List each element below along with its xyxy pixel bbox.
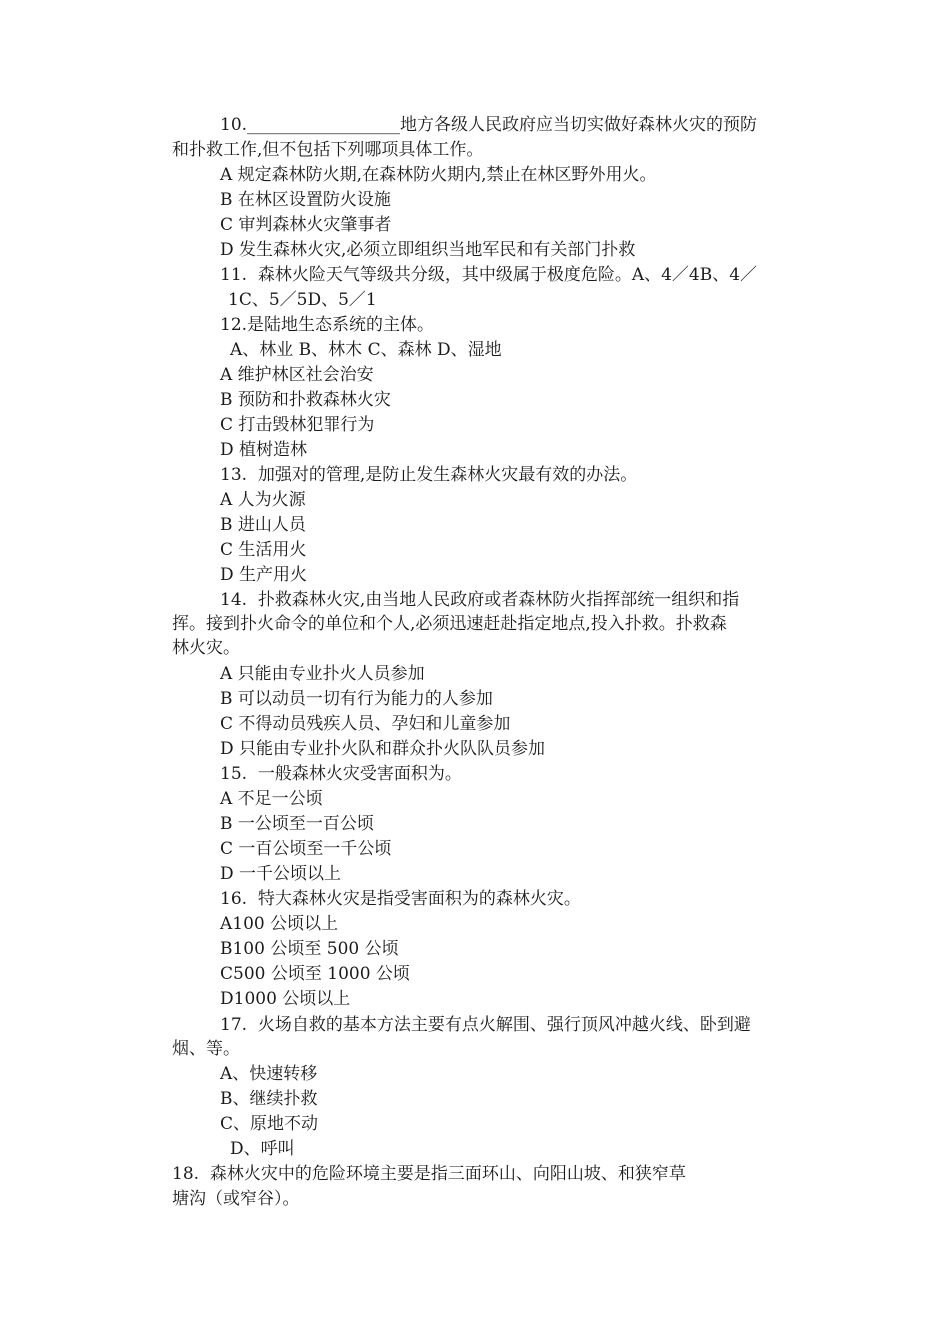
q15-option-d: D 一千公顷以上 <box>220 864 342 884</box>
q10-stem-line-2: 和扑救工作,但不包括下列哪项具体工作。 <box>172 140 484 160</box>
q11-stem-line-1: 11. 森林火险天气等级共分级，其中级属于极度危险。A、4／4B、4／ <box>220 265 758 285</box>
q15-stem: 15. 一般森林火灾受害面积为。 <box>220 764 462 784</box>
q10-option-d: D 发生森林火灾,必须立即组织当地军民和有关部门扑救 <box>220 240 636 260</box>
list-item-d: D 植树造林 <box>220 440 308 460</box>
q12-stem: 12.是陆地生态系统的主体。 <box>220 315 435 335</box>
q17-stem-line-1: 17. 火场自救的基本方法主要有点火解围、强行顶风冲越火线、卧到避 <box>220 1015 751 1035</box>
q14-option-d: D 只能由专业扑火队和群众扑火队队员参加 <box>220 739 546 759</box>
q14-option-c: C 不得动员残疾人员、孕妇和儿童参加 <box>220 714 511 734</box>
q16-option-c: C500 公顷至 1000 公顷 <box>220 964 410 984</box>
q12-choices: A、林业 B、林木 C、森林 D、湿地 <box>230 340 502 360</box>
q14-stem-line-1: 14. 扑救森林火灾,由当地人民政府或者森林防火指挥部统一组织和指 <box>220 590 740 610</box>
q13-stem: 13. 加强对的管理,是防止发生森林火灾最有效的办法。 <box>220 465 638 485</box>
q14-option-a: A 只能由专业扑火人员参加 <box>220 664 425 684</box>
q14-stem-line-3: 林火灾。 <box>172 638 240 658</box>
q17-option-d: D、呼叫 <box>230 1139 295 1159</box>
q10-option-a: A 规定森林防火期,在森林防火期内,禁止在林区野外用火。 <box>220 165 657 185</box>
q16-option-a: A100 公顷以上 <box>220 914 339 934</box>
q16-option-d: D1000 公顷以上 <box>220 989 351 1009</box>
q13-option-c: C 生活用火 <box>220 540 307 560</box>
q17-option-a: A、快速转移 <box>220 1064 318 1084</box>
list-item-a: A 维护林区社会治安 <box>220 365 374 385</box>
q10-option-c: C 审判森林火灾肇事者 <box>220 215 392 235</box>
q18-stem-line-1: 18. 森林火灾中的危险环境主要是指三面环山、向阳山坡、和狭窄草 <box>172 1164 686 1184</box>
list-item-c: C 打击毁林犯罪行为 <box>220 415 375 435</box>
q10-option-b: B 在林区设置防火设施 <box>220 190 391 210</box>
q17-stem-line-2: 烟、等。 <box>172 1039 240 1059</box>
q13-option-d: D 生产用火 <box>220 565 308 585</box>
q18-stem-line-2: 塘沟（或窄谷）。 <box>172 1189 300 1209</box>
q13-option-b: B 进山人员 <box>220 515 306 535</box>
q16-option-b: B100 公顷至 500 公顷 <box>220 939 399 959</box>
q14-option-b: B 可以动员一切有行为能力的人参加 <box>220 689 493 709</box>
list-item-b: B 预防和扑救森林火灾 <box>220 390 391 410</box>
q10-stem-line-1: 10.__________________地方各级人民政府应当切实做好森林火灾的预防 <box>220 115 758 135</box>
q11-stem-line-2: 1C、5／5D、5／1 <box>228 290 377 310</box>
q16-stem: 16. 特大森林火灾是指受害面积为的森林火灾。 <box>220 889 581 909</box>
q15-option-c: C 一百公顷至一千公顷 <box>220 839 392 859</box>
q14-stem-line-2: 挥。接到扑火命令的单位和个人,必须迅速赶赴指定地点,投入扑救。扑救森 <box>172 614 727 634</box>
q17-option-b: B、继续扑救 <box>220 1089 318 1109</box>
q15-option-b: B 一公顷至一百公顷 <box>220 814 374 834</box>
q13-option-a: A 人为火源 <box>220 490 306 510</box>
q15-option-a: A 不足一公顷 <box>220 789 323 809</box>
q17-option-c: C、原地不动 <box>220 1114 319 1134</box>
